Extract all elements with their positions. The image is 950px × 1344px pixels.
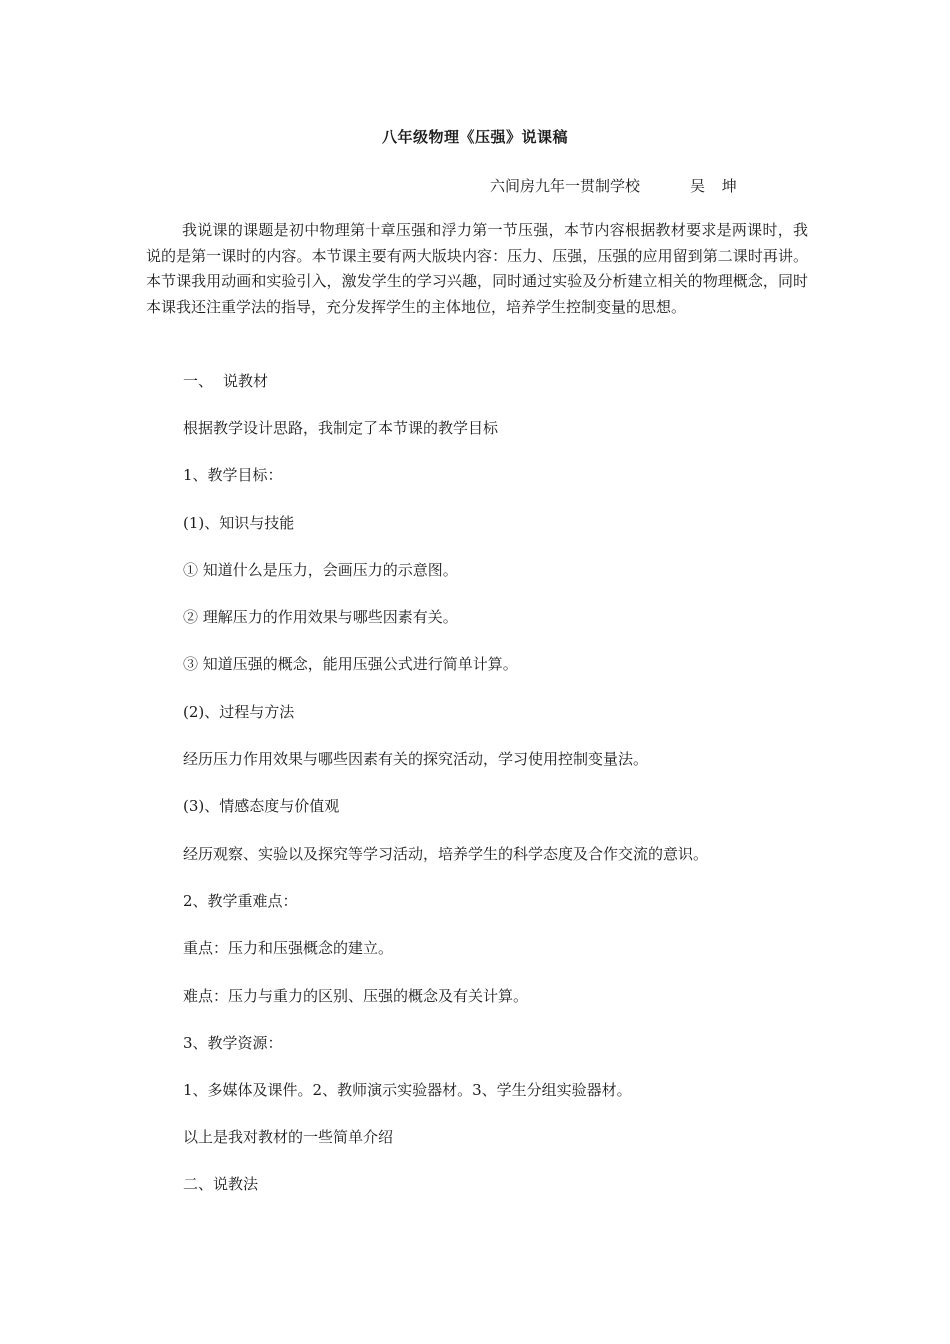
list-item: ① 知道什么是压力，会画压力的示意图。 [183, 561, 458, 579]
body-line: 以上是我对教材的一些简单介绍 [183, 1128, 394, 1146]
intro-paragraph: 我说课的课题是初中物理第十章压强和浮力第一节压强，本节内容根据教材要求是两课时，我说的是第一课时的内容。本节课主要有两大版块内容：压力、压强，压强的应用留到第二课时再讲。本节课我用动画和实验引入，激发学生的学习兴趣，同时通过实验及分析建立相关的物理概念，同时本课我还注重学法的指导，充分发挥学生的主体地位，培养学生控制变量的思想。 [146, 221, 808, 316]
body-line: 1、多媒体及课件。2、教师演示实验器材。3、学生分组实验器材。 [183, 1081, 632, 1099]
section-heading-1 [183, 370, 268, 391]
sub-heading: (3)、情感态度与价值观 [183, 797, 340, 815]
list-item: ③ 知道压强的概念，能用压强公式进行简单计算。 [183, 655, 518, 673]
section-title: 说教材 [223, 372, 269, 390]
section-number: 一、 [183, 372, 214, 390]
body-line: 经历压力作用效果与哪些因素有关的探究活动，学习使用控制变量法。 [183, 750, 649, 768]
document-title: 八年级物理《压强》说课稿 [381, 128, 568, 146]
sub-heading: (1)、知识与技能 [183, 514, 295, 532]
body-line: 经历观察、实验以及探究等学习活动，培养学生的科学态度及合作交流的意识。 [183, 845, 709, 863]
author-name: 吴 坤 [690, 177, 743, 195]
sub-heading: (2)、过程与方法 [183, 703, 295, 721]
list-heading: 2、教学重难点： [183, 892, 298, 910]
body-line: 重点：压力和压强概念的建立。 [183, 939, 394, 957]
body-line: 难点：压力与重力的区别、压强的概念及有关计算。 [183, 987, 529, 1005]
list-heading: 1、教学目标： [183, 466, 283, 484]
byline [490, 175, 743, 196]
list-item: ② 理解压力的作用效果与哪些因素有关。 [183, 608, 458, 626]
school-name: 六间房九年一贯制学校 [490, 177, 641, 195]
body-line: 根据教学设计思路，我制定了本节课的教学目标 [183, 419, 499, 437]
section-heading-2: 二、说教法 [183, 1175, 259, 1193]
list-heading: 3、教学资源： [183, 1034, 283, 1052]
